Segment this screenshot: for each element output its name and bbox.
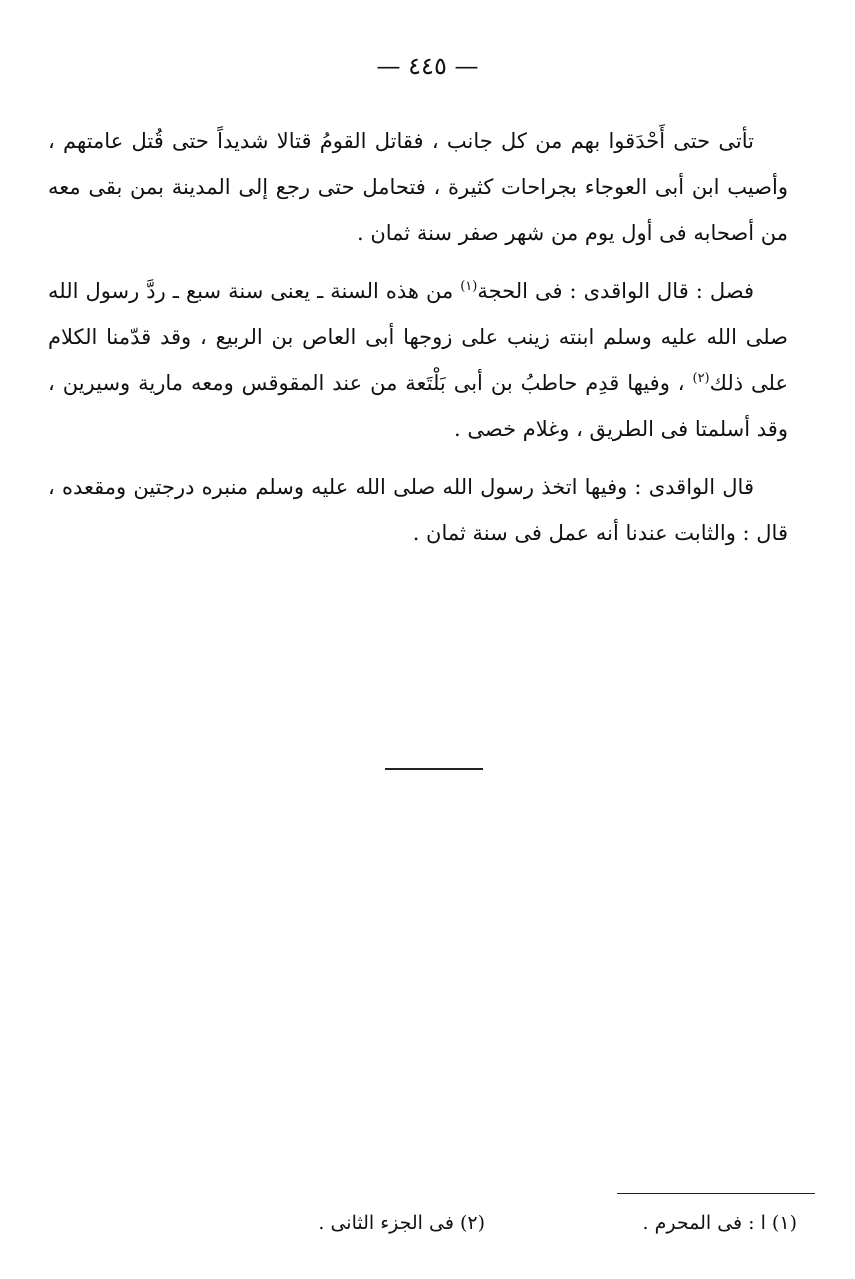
paragraph-text-part: ، وفيها قدِم حاطبُ بن أبى بَلْتَعة من عند المقوقس ومعه مارية وسيرين ، وقد أسلمتا فى الطريق ، وغلام خصى . xyxy=(48,371,788,441)
page-number: — ٤٤٥ — xyxy=(376,52,479,80)
paragraph-pulpit: قال الواقدى : وفيها اتخذ رسول الله صلى الله عليه وسلم منبره درجتين ومقعده ، قال : والثابت عندنا أنه عمل فى سنة ثمان . xyxy=(48,475,788,545)
paragraph-text-part: فصل : قال الواقدى : فى الحجة xyxy=(477,279,754,303)
section-separator-line xyxy=(385,768,483,770)
footnote-marker-1: (١) xyxy=(460,279,478,294)
footnote-2: (٢) فى الجزء الثانى . xyxy=(318,1212,485,1234)
paragraph-section-events xyxy=(48,268,788,452)
paragraph-raid-account: تأتى حتى أَحْدَقوا بهم من كل جانب ، فقاتل القومُ قتالا شديداً حتى قُتل عامتهم ، وأصيب ابن أبى العوجاء بجراحات كثيرة ، فتحامل حتى رجع إلى المدينة بمن بقى معه من أصحابه فى أول يوم من شهر صفر سنة ثمان . xyxy=(48,129,788,245)
footnote-1: (١) ا : فى المحرم . xyxy=(642,1212,797,1234)
main-text xyxy=(48,118,788,568)
paragraph-text-part: من هذه السنة ـ يعنى سنة سبع ـ ردَّ رسول الله صلى الله عليه وسلم ابنته زينب على زوجها أبى العاص بن الربيع ، وقد قدّمنا الكلام على ذلك xyxy=(48,279,788,395)
footnote-marker-2: (٢) xyxy=(692,371,710,386)
footnote-rule xyxy=(617,1193,815,1194)
